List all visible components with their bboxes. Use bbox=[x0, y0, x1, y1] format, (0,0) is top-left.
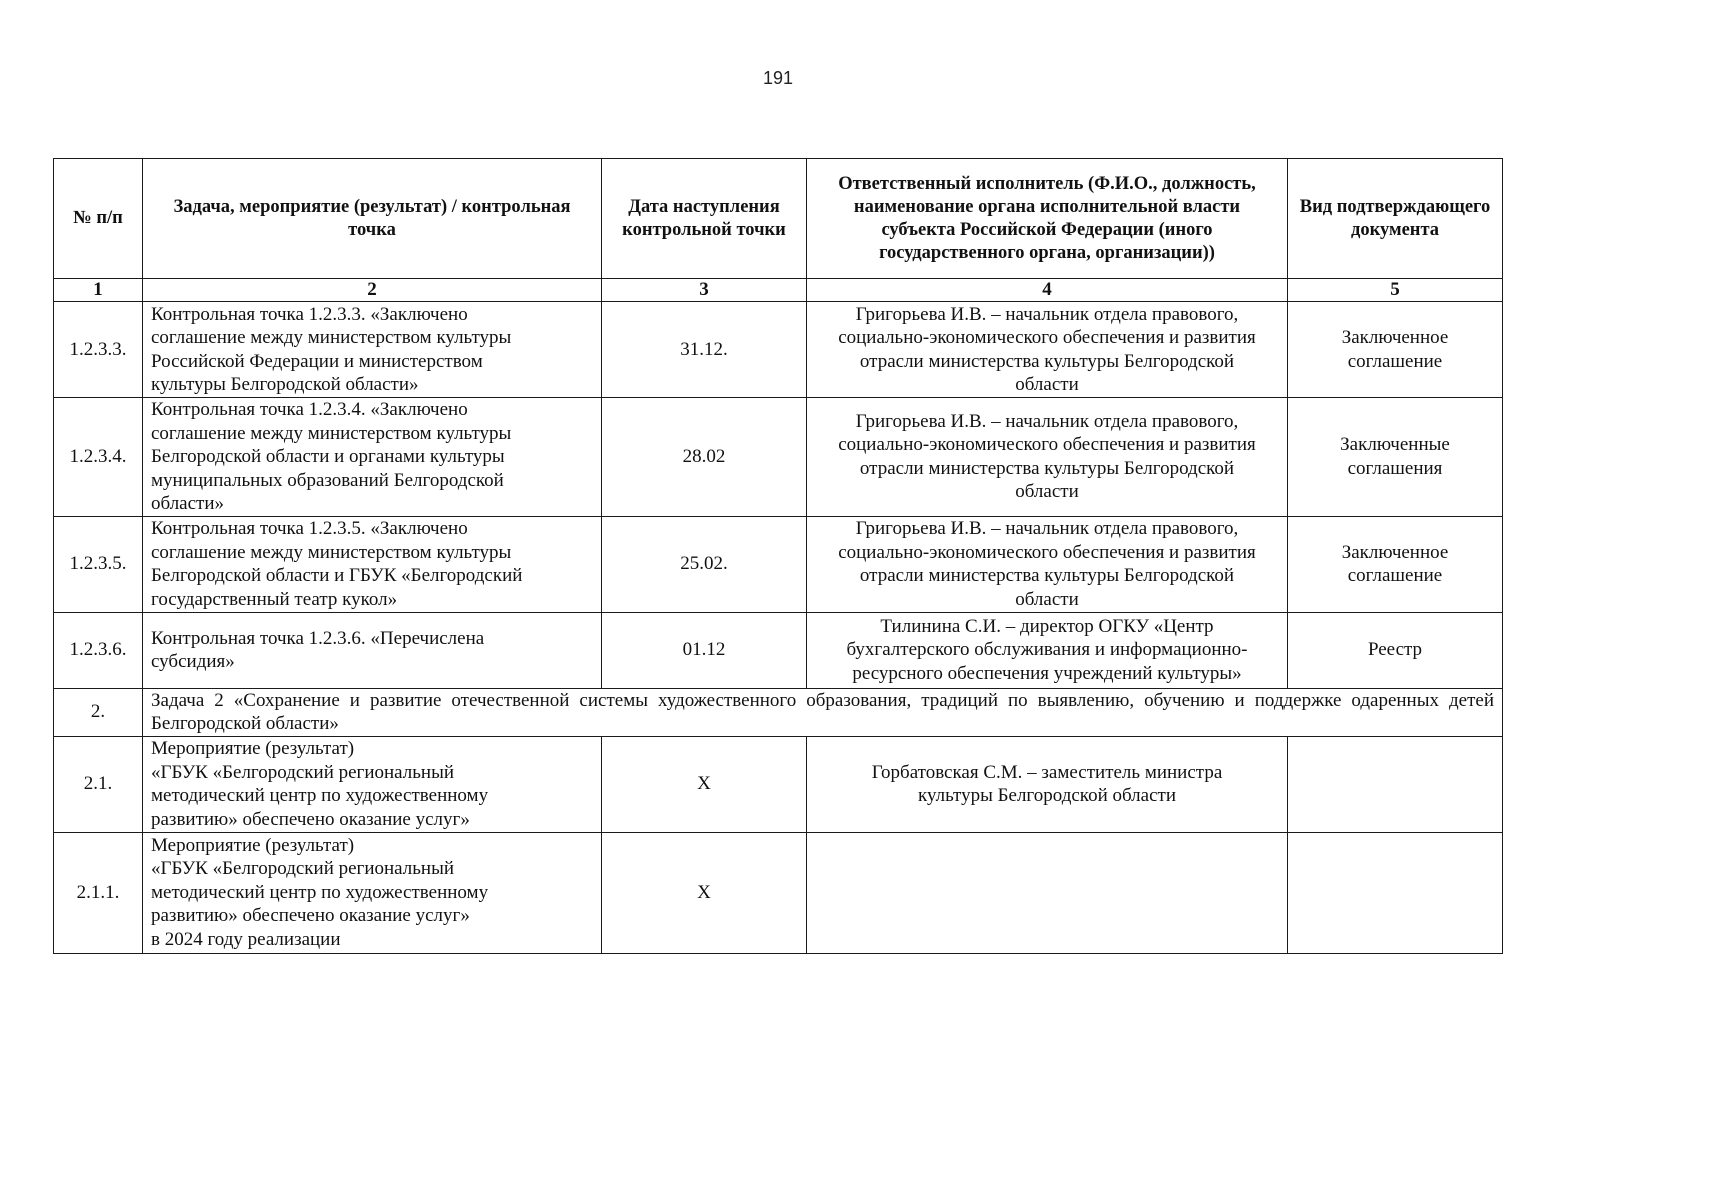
header-document: Вид подтверждающего документа bbox=[1288, 159, 1503, 279]
row-date: 28.02 bbox=[602, 398, 807, 517]
row-number: 2.1. bbox=[54, 736, 143, 832]
row-number: 1.2.3.6. bbox=[54, 612, 143, 688]
row-number: 1.2.3.3. bbox=[54, 302, 143, 398]
row-responsible: Григорьева И.В. – начальник отдела правового, социально-экономического обеспечения и развития отрасли министерства культуры Белгородской области bbox=[807, 398, 1288, 517]
row-task: Мероприятие (результат) «ГБУК «Белгородский региональный методический центр по художественному развитию» обеспечено оказание услуг» bbox=[143, 736, 602, 832]
header-task: Задача, мероприятие (результат) / контрольная точка bbox=[143, 159, 602, 279]
row-responsible: Горбатовская С.М. – заместитель министра культуры Белгородской области bbox=[807, 736, 1288, 832]
row-document bbox=[1288, 832, 1503, 953]
row-document: Заключенное соглашение bbox=[1288, 302, 1503, 398]
row-task: Контрольная точка 1.2.3.6. «Перечислена субсидия» bbox=[143, 612, 602, 688]
row-task: Мероприятие (результат) «ГБУК «Белгородский региональный методический центр по художественному развитию» обеспечено оказание услуг» в 2024 году реализации bbox=[143, 832, 602, 953]
row-document: Заключенное соглашение bbox=[1288, 516, 1503, 612]
row-task: Контрольная точка 1.2.3.3. «Заключено соглашение между министерством культуры Российской Федерации и министерством культуры Белгородской области» bbox=[143, 302, 602, 398]
row-number: 1.2.3.5. bbox=[54, 516, 143, 612]
row-date: 25.02. bbox=[602, 516, 807, 612]
table-row bbox=[54, 736, 1503, 832]
table-row bbox=[54, 398, 1503, 517]
header-date: Дата наступления контрольной точки bbox=[602, 159, 807, 279]
table-row bbox=[54, 516, 1503, 612]
row-number: 2. bbox=[54, 688, 143, 736]
row-date: Х bbox=[602, 736, 807, 832]
row-document: Заключенные соглашения bbox=[1288, 398, 1503, 517]
row-responsible: Григорьева И.В. – начальник отдела правового, социально-экономического обеспечения и развития отрасли министерства культуры Белгородской области bbox=[807, 302, 1288, 398]
header-number: № п/п bbox=[54, 159, 143, 279]
column-number: 5 bbox=[1288, 279, 1503, 302]
row-task: Контрольная точка 1.2.3.4. «Заключено соглашение между министерством культуры Белгородской области и органами культуры муниципальных образований Белгородской области» bbox=[143, 398, 602, 517]
row-document bbox=[1288, 736, 1503, 832]
row-number: 1.2.3.4. bbox=[54, 398, 143, 517]
table-row bbox=[54, 612, 1503, 688]
task-heading-row bbox=[54, 688, 1503, 736]
row-responsible bbox=[807, 832, 1288, 953]
task-heading: Задача 2 «Сохранение и развитие отечественной системы художественного образования, традиций по выявлению, обучению и поддержке одаренных детей Белгородской области» bbox=[143, 688, 1503, 736]
control-points-table bbox=[53, 158, 1503, 954]
column-number: 1 bbox=[54, 279, 143, 302]
column-number: 4 bbox=[807, 279, 1288, 302]
row-date: 01.12 bbox=[602, 612, 807, 688]
row-responsible: Тилинина С.И. – директор ОГКУ «Центр бухгалтерского обслуживания и информационно- ресурсного обеспечения учреждений культуры» bbox=[807, 612, 1288, 688]
row-task: Контрольная точка 1.2.3.5. «Заключено соглашение между министерством культуры Белгородской области и ГБУК «Белгородский государственный театр кукол» bbox=[143, 516, 602, 612]
row-date: Х bbox=[602, 832, 807, 953]
table-header-row bbox=[54, 159, 1503, 279]
table-row bbox=[54, 832, 1503, 953]
row-date: 31.12. bbox=[602, 302, 807, 398]
column-number: 2 bbox=[143, 279, 602, 302]
header-responsible: Ответственный исполнитель (Ф.И.О., должность, наименование органа исполнительной власти субъекта Российской Федерации (иного государственного органа, организации)) bbox=[807, 159, 1288, 279]
column-number: 3 bbox=[602, 279, 807, 302]
column-number-row bbox=[54, 279, 1503, 302]
row-document: Реестр bbox=[1288, 612, 1503, 688]
row-number: 2.1.1. bbox=[54, 832, 143, 953]
page-number: 191 bbox=[762, 68, 794, 88]
table-row bbox=[54, 302, 1503, 398]
row-responsible: Григорьева И.В. – начальник отдела правового, социально-экономического обеспечения и развития отрасли министерства культуры Белгородской области bbox=[807, 516, 1288, 612]
